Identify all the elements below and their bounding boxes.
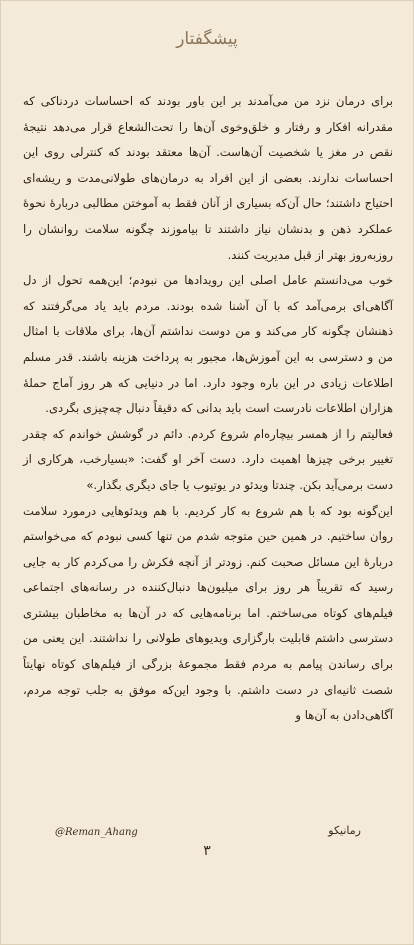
footer-handle: @Reman_Ahang <box>55 827 138 838</box>
page-number: ۳ <box>203 843 211 859</box>
footer-brand: رمانیکو <box>328 824 361 837</box>
paragraph-1: برای درمان نزد من می‌آمدند بر این باور بودند که احساسات دردناکی که مقدرانه افکار و رفتار و خلق‌وخوی آن‌ها را تحت‌الشعاع قرار می‌دهد نتیجهٔ نقص در مغز یا شخصیت آن‌هاست. آن‌ها معتقد بودند که کنترلی روی این احساسات ندارند. بعضی از این افراد به درمان‌های طولانی‌مدت و ریشه‌ای احتیاج داشتند؛ حال آن‌که بسیاری از آنان فقط به آموختن مطالبی دربارهٔ نحوهٔ عملکرد ذهن و بدنشان نیاز داشتند تا بیاموزند چگونه سلامت روانشان را روزبه‌روز بهتر از قبل مدیریت کنند. <box>23 94 393 262</box>
paragraph-3: فعالیتم را از همسر بیچاره‌ام شروع کردم. دائم در گوشش خواندم که چقدر تغییر برخی چیزها اهمیت دارد. دست آخر او گفت: «بسیارخب، هرکاری از دست برمی‌آید بکن. چندتا ویدئو در یوتیوب یا جای دیگری بگذار.» <box>23 426 393 492</box>
page-title: پیشگفتار <box>176 29 238 49</box>
body-text <box>23 89 393 729</box>
paragraph-4: این‌گونه بود که با هم شروع به کار کردیم. با هم ویدئوهایی درمورد سلامت روان ساختیم. در همین حین متوجه شدم من تنها کسی نبودم که می‌خواستم دربارهٔ این مسائل صحبت کنم. زودتر از آنچه فکرش را می‌کردم کار به جایی رسید که تقریباً هر روز برای میلیون‌ها دنبال‌کننده در رسانه‌های اجتماعی فیلم‌های کوتاه می‌ساختم. اما برنامه‌هایی که در آن‌ها به مخاطبان بیشتری دسترسی داشتم قابلیت بارگزاری ویدیوهای طولانی را نداشتند. این یعنی من برای رساندن پیامم به مردم فقط مجموعهٔ بزرگی از فیلم‌های کوتاه نهایتاً شصت ثانیه‌ای در دست داشتم. با وجود این‌که موفق به جلب توجه مردم، آگاهی‌دادن به آن‌ها و <box>23 503 393 723</box>
paragraph-2: خوب می‌دانستم عامل اصلی این رویدادها من نبودم؛ این‌همه تحول از دل آگاهی‌ای برمی‌آمد که با آن آشنا شده بودند. مردم باید یاد می‌گرفتند که ذهنشان چگونه کار می‌کند و من دوست نداشتم آن‌ها، برای ملاقات با امثال من و دسترسی به این آموزش‌ها، مجبور به پرداخت هزینه باشند. قدر مسلم اطلاعات زیادی در این باره وجود دارد. اما در دنیایی که هر روز آماج حملهٔ هزاران اطلاعات نادرست است باید بدانی که دقیقاً دنبال چه‌چیزی بگردی. <box>23 273 393 416</box>
